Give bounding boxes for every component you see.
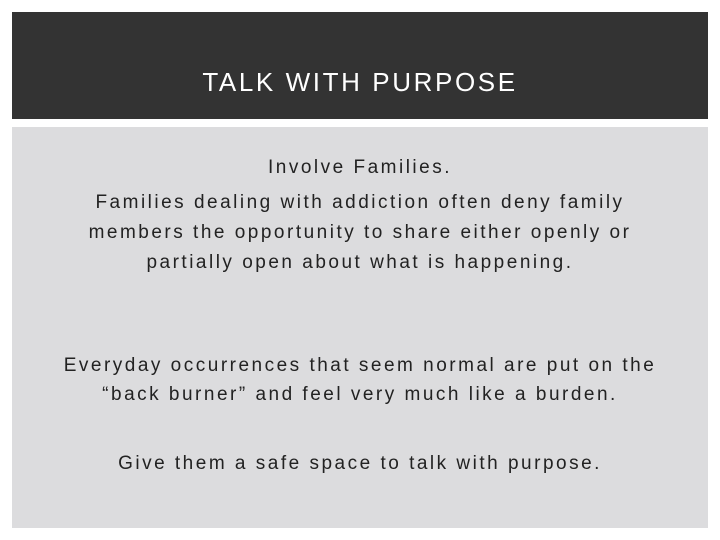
paragraph-1-line-2: Families dealing with addiction often deny family: [95, 192, 625, 213]
paragraph-1-line-1: Involve Families.: [268, 157, 452, 178]
title-bar: [12, 12, 708, 119]
paragraph-3-line-1: Give them a safe space to talk with purpose.: [118, 453, 602, 474]
content-panel: [12, 127, 708, 528]
paragraph-2-line-2: “back burner” and feel very much like a burden.: [102, 384, 618, 405]
paragraph-2-line-1: Everyday occurrences that seem normal are put on the: [63, 355, 657, 376]
slide-title: TALK WITH PURPOSE: [202, 67, 518, 97]
paragraph-1-line-3: members the opportunity to share either openly or: [88, 222, 632, 243]
paragraph-1-line-4: partially open about what is happening.: [146, 252, 574, 273]
